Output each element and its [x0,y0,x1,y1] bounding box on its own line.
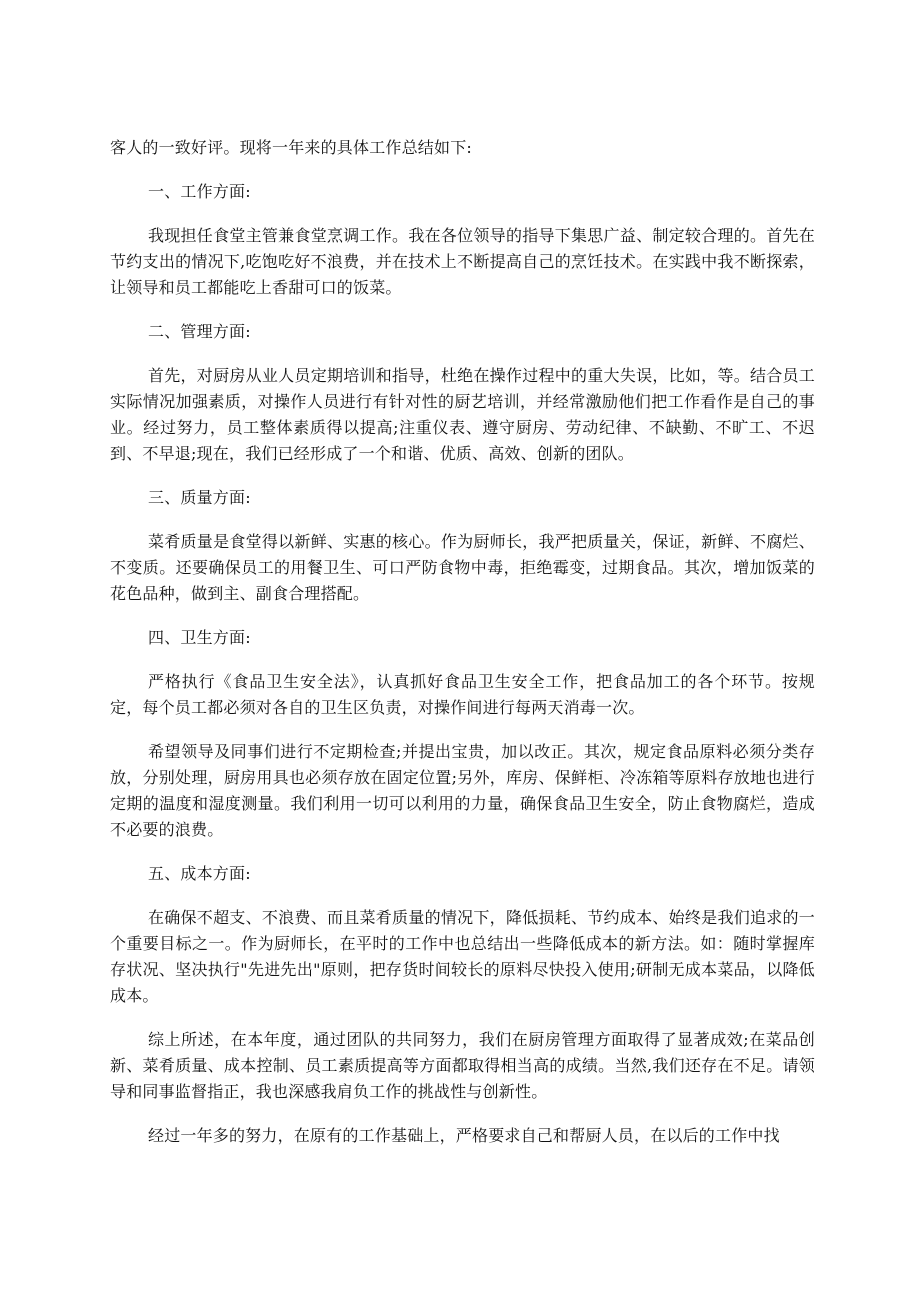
paragraph-management: 首先，对厨房从业人员定期培训和指导，杜绝在操作过程中的重大失误，比如，等。结合员工实际情况加强素质，对操作人员进行有针对性的厨艺培训，并经常激励他们把工作看作是自己的事业。经过努力，员工整体素质得以提高;注重仪表、遵守厨房、劳动纪律、不缺勤、不旷工、不迟到、不早退;现在，我们已经形成了一个和谐、优质、高效、创新的团队。 [110,366,815,463]
paragraph-quality: 菜肴质量是食堂得以新鲜、实惠的核心。作为厨师长，我严把质量关，保证，新鲜、不腐烂、不变质。还要确保员工的用餐卫生、可口严防食物中毒，拒绝霉变，过期食品。其次，增加饭菜的花色品种，做到主、副食合理搭配。 [110,532,815,603]
opening-paragraph: 客人的一致好评。现将一年来的具体工作总结如下: [110,138,472,157]
paragraph-hygiene-2: 希望领导及同事们进行不定期检查;并提出宝贵，加以改正。其次，规定食品原料必须分类存放，分别处理，厨房用具也必须存放在固定位置;另外，库房、保鲜柜、冷冻箱等原料存放地也进行定期的温度和湿度测量。我们利用一切可以利用的力量，确保食品卫生安全，防止食物腐烂，造成不必要的浪费。 [110,742,815,839]
section-heading-management: 二、管理方面: [148,322,251,341]
paragraph-closing: 经过一年多的努力，在原有的工作基础上，严格要求自己和帮厨人员，在以后的工作中找 [148,1126,780,1145]
paragraph-work: 我现担任食堂主管兼食堂烹调工作。我在各位领导的指导下集思广益、制定较合理的。首先在节约支出的情况下,吃饱吃好不浪费，并在技术上不断提高自己的烹饪技术。在实践中我不断探索，让领导和员工都能吃上香甜可口的饭菜。 [110,226,815,297]
document-body [110,135,815,1167]
paragraph-summary: 综上所述，在本年度，通过团队的共同努力，我们在厨房管理方面取得了显著成效;在菜品创新、菜肴质量、成本控制、员工素质提高等方面都取得相当高的成绩。当然,我们还存在不足。请领导和同事监督指正，我也深感我肩负工作的挑战性与创新性。 [110,1030,815,1101]
section-heading-cost: 五、成本方面: [148,864,251,883]
section-heading-work: 一、工作方面: [148,182,251,201]
paragraph-hygiene-1: 严格执行《食品卫生安全法》，认真抓好食品卫生安全工作，把食品加工的各个环节。按规定，每个员工都必须对各自的卫生区负责，对操作间进行每两天消毒一次。 [110,672,815,717]
section-heading-quality: 三、质量方面: [148,488,251,507]
paragraph-cost-1: 在确保不超支、不浪费、而且菜肴质量的情况下，降低损耗、节约成本、始终是我们追求的一个重要目标之一。作为厨师长，在平时的工作中也总结出一些降低成本的新方法。如：随时掌握库存状况、坚决执行"先进先出"原则，把存货时间较长的原料尽快投入使用;研制无成本菜品，以降低成本。 [110,908,815,1005]
section-heading-hygiene: 四、卫生方面: [148,628,251,647]
